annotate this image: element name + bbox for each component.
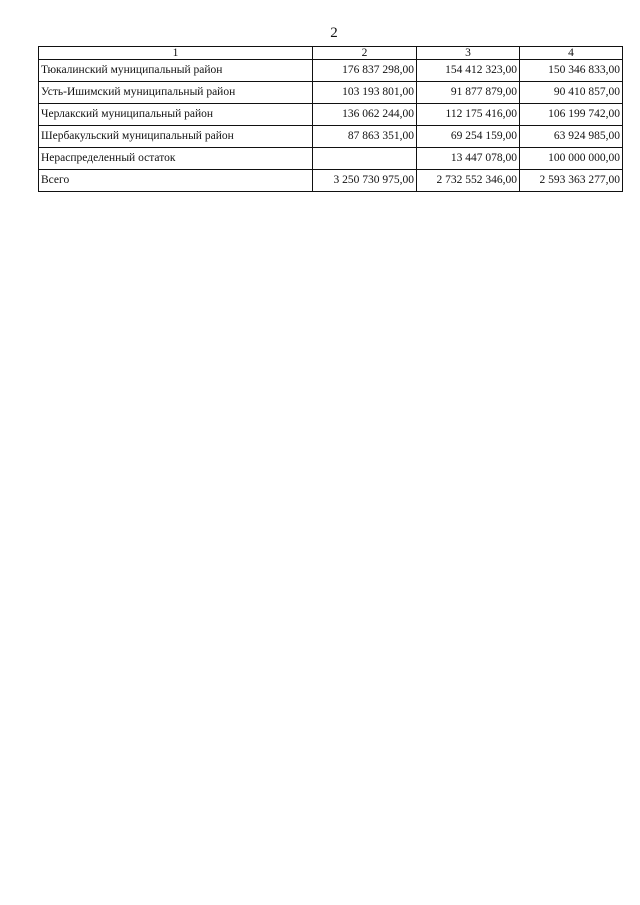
value-cell-col2: 176 837 298,00 (313, 60, 417, 82)
total-value-col4: 2 593 363 277,00 (520, 170, 623, 192)
table-total-row (39, 170, 623, 192)
row-name-cell: Черлакский муниципальный район (39, 104, 313, 126)
budget-table (38, 46, 623, 192)
value-cell-col4: 106 199 742,00 (520, 104, 623, 126)
table-row (39, 148, 623, 170)
table-header-row (39, 47, 623, 60)
value-cell-col4: 150 346 833,00 (520, 60, 623, 82)
column-header-3: 3 (417, 47, 520, 60)
value-cell-col4: 63 924 985,00 (520, 126, 623, 148)
table-row (39, 126, 623, 148)
table-row (39, 60, 623, 82)
value-cell-col2: 136 062 244,00 (313, 104, 417, 126)
total-value-col3: 2 732 552 346,00 (417, 170, 520, 192)
value-cell-col3: 112 175 416,00 (417, 104, 520, 126)
table-row (39, 82, 623, 104)
column-header-2: 2 (313, 47, 417, 60)
total-label-cell: Всего (39, 170, 313, 192)
value-cell-col2 (313, 148, 417, 170)
row-name-cell: Нераспределенный остаток (39, 148, 313, 170)
value-cell-col3: 13 447 078,00 (417, 148, 520, 170)
value-cell-col3: 69 254 159,00 (417, 126, 520, 148)
column-header-4: 4 (520, 47, 623, 60)
row-name-cell: Шербакульский муниципальный район (39, 126, 313, 148)
table-row (39, 104, 623, 126)
page-number: 2 (330, 25, 338, 41)
column-header-1: 1 (39, 47, 313, 60)
total-value-col2: 3 250 730 975,00 (313, 170, 417, 192)
value-cell-col2: 103 193 801,00 (313, 82, 417, 104)
row-name-cell: Тюкалинский муниципальный район (39, 60, 313, 82)
value-cell-col2: 87 863 351,00 (313, 126, 417, 148)
value-cell-col3: 91 877 879,00 (417, 82, 520, 104)
value-cell-col4: 100 000 000,00 (520, 148, 623, 170)
row-name-cell: Усть-Ишимский муниципальный район (39, 82, 313, 104)
value-cell-col4: 90 410 857,00 (520, 82, 623, 104)
value-cell-col3: 154 412 323,00 (417, 60, 520, 82)
